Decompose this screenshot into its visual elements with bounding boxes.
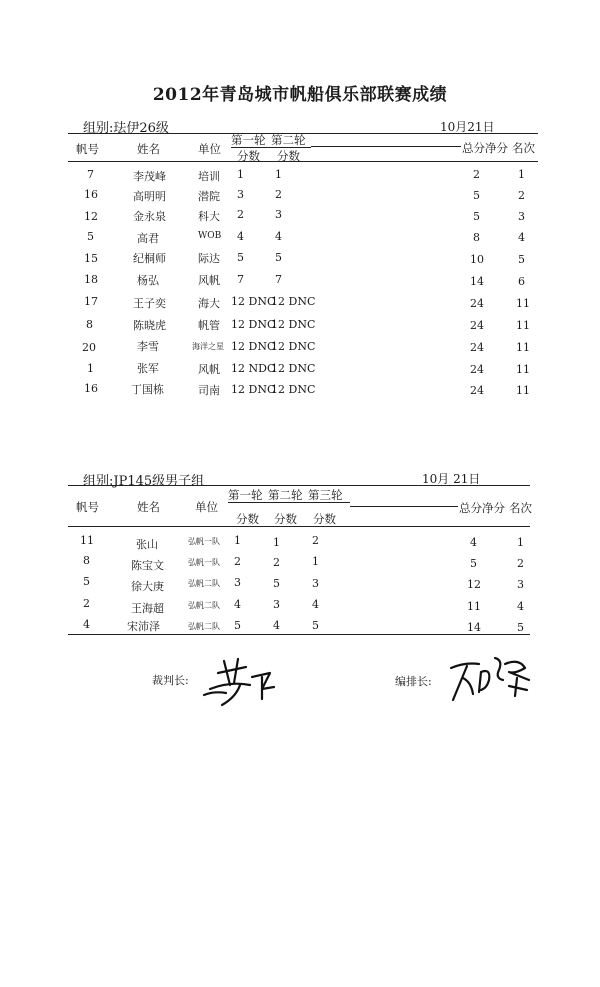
- unit: 潜院: [198, 190, 220, 203]
- sailor-name: 丁国栋: [131, 383, 164, 396]
- round1-score: 12 DNC: [231, 295, 276, 308]
- unit: 弘帆二队: [188, 579, 220, 588]
- sail-number: 11: [80, 534, 94, 547]
- sail-number: 16: [84, 382, 98, 395]
- sail-number: 17: [84, 295, 98, 308]
- sail-number: 8: [86, 318, 93, 331]
- sail-number: 5: [87, 230, 94, 243]
- section1-header-total: 总分净分: [462, 141, 508, 155]
- unit: 际达: [198, 252, 220, 265]
- section2-top-rule: [68, 485, 530, 486]
- section1-header-bottom-rule: [68, 161, 538, 162]
- round3-score: 4: [312, 598, 319, 611]
- sail-number: 1: [87, 362, 94, 375]
- section2-header-rank: 名次: [509, 501, 532, 515]
- sailor-name: 纪桐师: [133, 252, 166, 265]
- sail-number: 12: [84, 210, 98, 223]
- unit: 司南: [198, 384, 220, 397]
- round1-score: 3: [237, 188, 244, 201]
- section2-group-label: 组别:JP145级男子组: [83, 474, 205, 489]
- unit: 风帆: [198, 363, 220, 376]
- section1-header-score1: 分数: [237, 149, 260, 163]
- total-score: 24: [470, 297, 484, 310]
- round2-score: 2: [273, 556, 280, 569]
- rank: 11: [516, 363, 530, 376]
- round2-score: 5: [273, 577, 280, 590]
- round1-score: 5: [234, 619, 241, 632]
- sailor-name: 高明明: [133, 190, 166, 203]
- unit: 科大: [198, 210, 220, 223]
- sail-number: 20: [82, 341, 96, 354]
- round2-score: 1: [273, 536, 280, 549]
- unit: 弘帆二队: [188, 622, 220, 631]
- total-score: 5: [470, 557, 477, 570]
- round1-score: 1: [237, 168, 244, 181]
- section1-header-name: 姓名: [137, 142, 160, 156]
- total-score: 24: [470, 363, 484, 376]
- sailor-name: 陈宝文: [131, 559, 164, 572]
- sailor-name: 王海超: [131, 602, 164, 615]
- total-score: 8: [473, 231, 480, 244]
- section2-header-score2: 分数: [274, 512, 297, 526]
- rank: 3: [517, 578, 524, 591]
- rank: 6: [518, 275, 525, 288]
- round3-score: 2: [312, 534, 319, 547]
- unit: 帆管: [198, 319, 220, 332]
- rank: 11: [516, 297, 530, 310]
- total-score: 10: [470, 253, 484, 266]
- round1-score: 12 DNC: [231, 318, 276, 331]
- unit: 风帆: [198, 274, 220, 287]
- section2-header-round1: 第一轮: [228, 488, 263, 502]
- referee-label: 裁判长:: [152, 674, 189, 687]
- total-score: 24: [470, 341, 484, 354]
- total-score: 4: [470, 536, 477, 549]
- round1-score: 12 DNC: [231, 383, 276, 396]
- section2-bottom-rule: [68, 634, 530, 635]
- unit: 海洋之星: [192, 342, 224, 351]
- round2-score: 12 DNC: [271, 383, 316, 396]
- round1-score: 7: [237, 273, 244, 286]
- sailor-name: 徐大庚: [131, 580, 164, 593]
- sail-number: 16: [84, 188, 98, 201]
- round2-score: 3: [273, 598, 280, 611]
- unit: 弘帆一队: [188, 558, 220, 567]
- unit: 培训: [198, 170, 220, 183]
- section2-header-round3: 第三轮: [308, 488, 343, 502]
- section2-round-underline: [228, 502, 350, 503]
- sailor-name: 杨弘: [137, 274, 159, 287]
- round2-score: 12 DNC: [271, 295, 316, 308]
- sailor-name: 宋沛泽: [127, 620, 160, 633]
- section1-group-label: 组别:珐伊26级: [83, 121, 169, 136]
- section2-header-score3: 分数: [313, 512, 336, 526]
- section1-header-score2: 分数: [277, 149, 300, 163]
- referee-signature: [200, 655, 280, 710]
- round1-score: 1: [234, 534, 241, 547]
- section2-header-bottom-rule: [68, 526, 530, 527]
- sailor-name: 张山: [136, 538, 158, 551]
- round3-score: 5: [312, 619, 319, 632]
- sailor-name: 高君: [137, 232, 159, 245]
- section2-date: 10月 21日: [422, 472, 481, 486]
- round1-score: 3: [234, 576, 241, 589]
- section1-header-leader: [311, 146, 461, 147]
- sailor-name: 李茂峰: [133, 170, 166, 183]
- section2-header-round2: 第二轮: [268, 488, 303, 502]
- total-score: 14: [467, 621, 481, 634]
- rank: 2: [517, 557, 524, 570]
- round1-score: 2: [237, 208, 244, 221]
- round2-score: 12 DNC: [271, 318, 316, 331]
- sail-number: 7: [87, 168, 94, 181]
- total-score: 12: [467, 578, 481, 591]
- unit: 弘帆一队: [188, 537, 220, 546]
- rank: 4: [517, 600, 524, 613]
- round2-score: 12 DNC: [271, 340, 316, 353]
- rank: 2: [518, 189, 525, 202]
- round2-score: 7: [275, 273, 282, 286]
- section1-header-round2: 第二轮: [271, 133, 306, 147]
- rank: 11: [516, 341, 530, 354]
- round3-score: 1: [312, 555, 319, 568]
- rank: 5: [517, 621, 524, 634]
- round3-score: 3: [312, 577, 319, 590]
- rank: 5: [518, 253, 525, 266]
- round1-score: 5: [237, 251, 244, 264]
- page-title: 2012年青岛城市帆船俱乐部联赛成绩: [152, 85, 448, 105]
- round1-score: 2: [234, 555, 241, 568]
- total-score: 24: [470, 319, 484, 332]
- sail-number: 4: [83, 618, 90, 631]
- sail-number: 18: [84, 273, 98, 286]
- section1-header-unit: 单位: [198, 142, 221, 156]
- scheduler-signature: [445, 650, 540, 705]
- round2-score: 2: [275, 188, 282, 201]
- sailor-name: 李雪: [137, 340, 159, 353]
- round2-score: 3: [275, 208, 282, 221]
- round2-score: 4: [275, 230, 282, 243]
- scheduler-label: 编排长:: [395, 675, 432, 688]
- section2-header-unit: 单位: [195, 500, 218, 514]
- rank: 4: [518, 231, 525, 244]
- section2-header-score1: 分数: [236, 512, 259, 526]
- section2-header-total: 总分净分: [459, 501, 505, 515]
- total-score: 5: [473, 189, 480, 202]
- section1-header-sail: 帆号: [76, 142, 99, 156]
- unit: 弘帆二队: [188, 601, 220, 610]
- round1-score: 4: [234, 598, 241, 611]
- sail-number: 2: [83, 597, 90, 610]
- round1-score: 4: [237, 230, 244, 243]
- sail-number: 8: [83, 554, 90, 567]
- total-score: 2: [473, 168, 480, 181]
- section1-header-round1: 第一轮: [231, 133, 266, 147]
- sailor-name: 陈晓虎: [133, 319, 166, 332]
- round1-score: 12 NDC: [231, 362, 276, 375]
- section1-round-underline: [231, 147, 311, 148]
- round2-score: 4: [273, 619, 280, 632]
- sailor-name: 王子奕: [133, 297, 166, 310]
- section1-header-rank: 名次: [512, 141, 535, 155]
- round2-score: 1: [275, 168, 282, 181]
- total-score: 14: [470, 275, 484, 288]
- round2-score: 12 DNC: [271, 362, 316, 375]
- sailor-name: 金永泉: [133, 210, 166, 223]
- total-score: 11: [467, 600, 481, 613]
- total-score: 24: [470, 384, 484, 397]
- section2-header-name: 姓名: [137, 500, 160, 514]
- round1-score: 12 DNC: [231, 340, 276, 353]
- total-score: 5: [473, 210, 480, 223]
- round2-score: 5: [275, 251, 282, 264]
- section1-date: 10月21日: [440, 120, 495, 134]
- unit: WOB: [198, 231, 222, 241]
- rank: 1: [517, 536, 524, 549]
- sail-number: 15: [84, 252, 98, 265]
- sail-number: 5: [83, 575, 90, 588]
- rank: 11: [516, 319, 530, 332]
- rank: 3: [518, 210, 525, 223]
- section2-header-leader: [350, 506, 458, 507]
- unit: 海大: [198, 297, 220, 310]
- sailor-name: 张军: [137, 362, 159, 375]
- rank: 11: [516, 384, 530, 397]
- rank: 1: [518, 168, 525, 181]
- section2-header-sail: 帆号: [76, 500, 99, 514]
